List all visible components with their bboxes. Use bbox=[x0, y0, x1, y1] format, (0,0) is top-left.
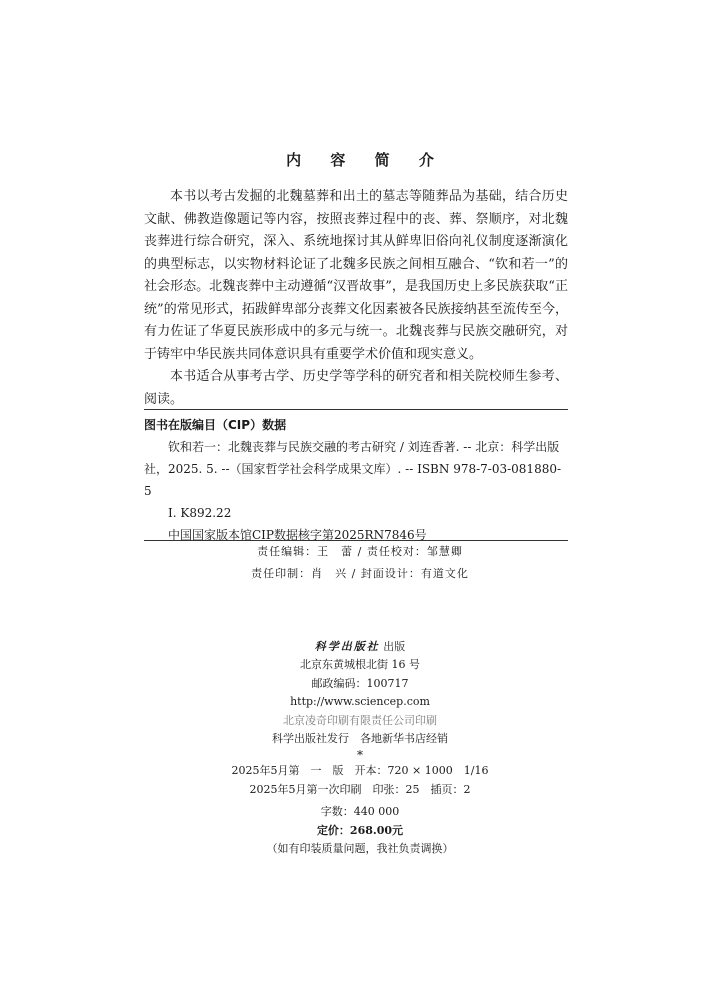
cip-number: 中国国家版本馆CIP数据核字第2025RN7846号 bbox=[168, 528, 427, 542]
imprint bbox=[0, 638, 720, 858]
printer: 北京凌奇印刷有限责任公司印刷 bbox=[283, 713, 437, 727]
publisher-name: 科学出版社 bbox=[314, 640, 380, 653]
publisher-url: http://www.sciencep.com bbox=[290, 695, 430, 709]
summary-title: 内 容 简 介 bbox=[286, 151, 446, 169]
postcode: 邮政编码：100717 bbox=[311, 676, 409, 690]
credits-editors: 责任编辑：王 蕾 / 责任校对：邹慧卿 bbox=[257, 545, 463, 558]
edition: 2025年5月第 一 版 开本：720 × 1000 1/16 bbox=[231, 764, 489, 778]
price: 定价：268.00元 bbox=[316, 823, 404, 837]
publisher-line bbox=[0, 638, 720, 656]
distribution: 科学出版社发行 各地新华书店经销 bbox=[272, 732, 448, 746]
summary-body bbox=[144, 186, 568, 411]
divider-top bbox=[144, 409, 568, 410]
printing: 2025年5月第一次印刷 印张：25 插页：2 bbox=[249, 782, 471, 796]
publisher-suffix: 出版 bbox=[383, 640, 406, 653]
word-count: 字数：440 000 bbox=[320, 805, 400, 819]
summary-paragraph: 本书以考古发掘的北魏墓葬和出土的墓志等随葬品为基础，结合历史文献、佛教造像题记等内容，按照丧葬过程中的丧、葬、祭顺序，对北魏丧葬进行综合研究，深入、系统地探讨其从鲜卑旧俗向礼仪制度逐渐演化的典型标志，以实物材料论证了北魏多民族之间相互融合、“钦和若一”的社会形态。北魏丧葬中主动遵循“汉晋故事”，是我国历史上多民族获取“正统”的常见形式，拓跋鲜卑部分丧葬文化因素被各民族接纳甚至流传至今，有力佐证了华夏民族形成中的多元与统一。北魏丧葬与民族交融研究，对于铸牢中华民族共同体意识具有重要学术价值和现实意义。 bbox=[144, 189, 568, 362]
cip-block bbox=[144, 414, 568, 546]
quality-notice: （如有印装质量问题，我社负责调换） bbox=[266, 842, 454, 856]
cip-title: 图书在版编目（CIP）数据 bbox=[144, 418, 287, 432]
separator: * bbox=[357, 748, 363, 763]
credits bbox=[0, 541, 720, 585]
cip-record: 钦和若一：北魏丧葬与民族交融的考古研究 / 刘连香著. -- 北京：科学出版社，2025. 5. --（国家哲学社会科学成果文库）. -- ISBN 978-7-03-081880-5 bbox=[144, 440, 562, 498]
publisher-address: 北京东黄城根北街 16 号 bbox=[300, 658, 420, 672]
credits-production: 责任印制：肖 兴 / 封面设计：有道文化 bbox=[251, 567, 469, 580]
summary-paragraph: 本书适合从事考古学、历史学等学科的研究者和相关院校师生参考、阅读。 bbox=[144, 369, 568, 407]
cip-classification: Ⅰ. K892.22 bbox=[168, 506, 232, 520]
